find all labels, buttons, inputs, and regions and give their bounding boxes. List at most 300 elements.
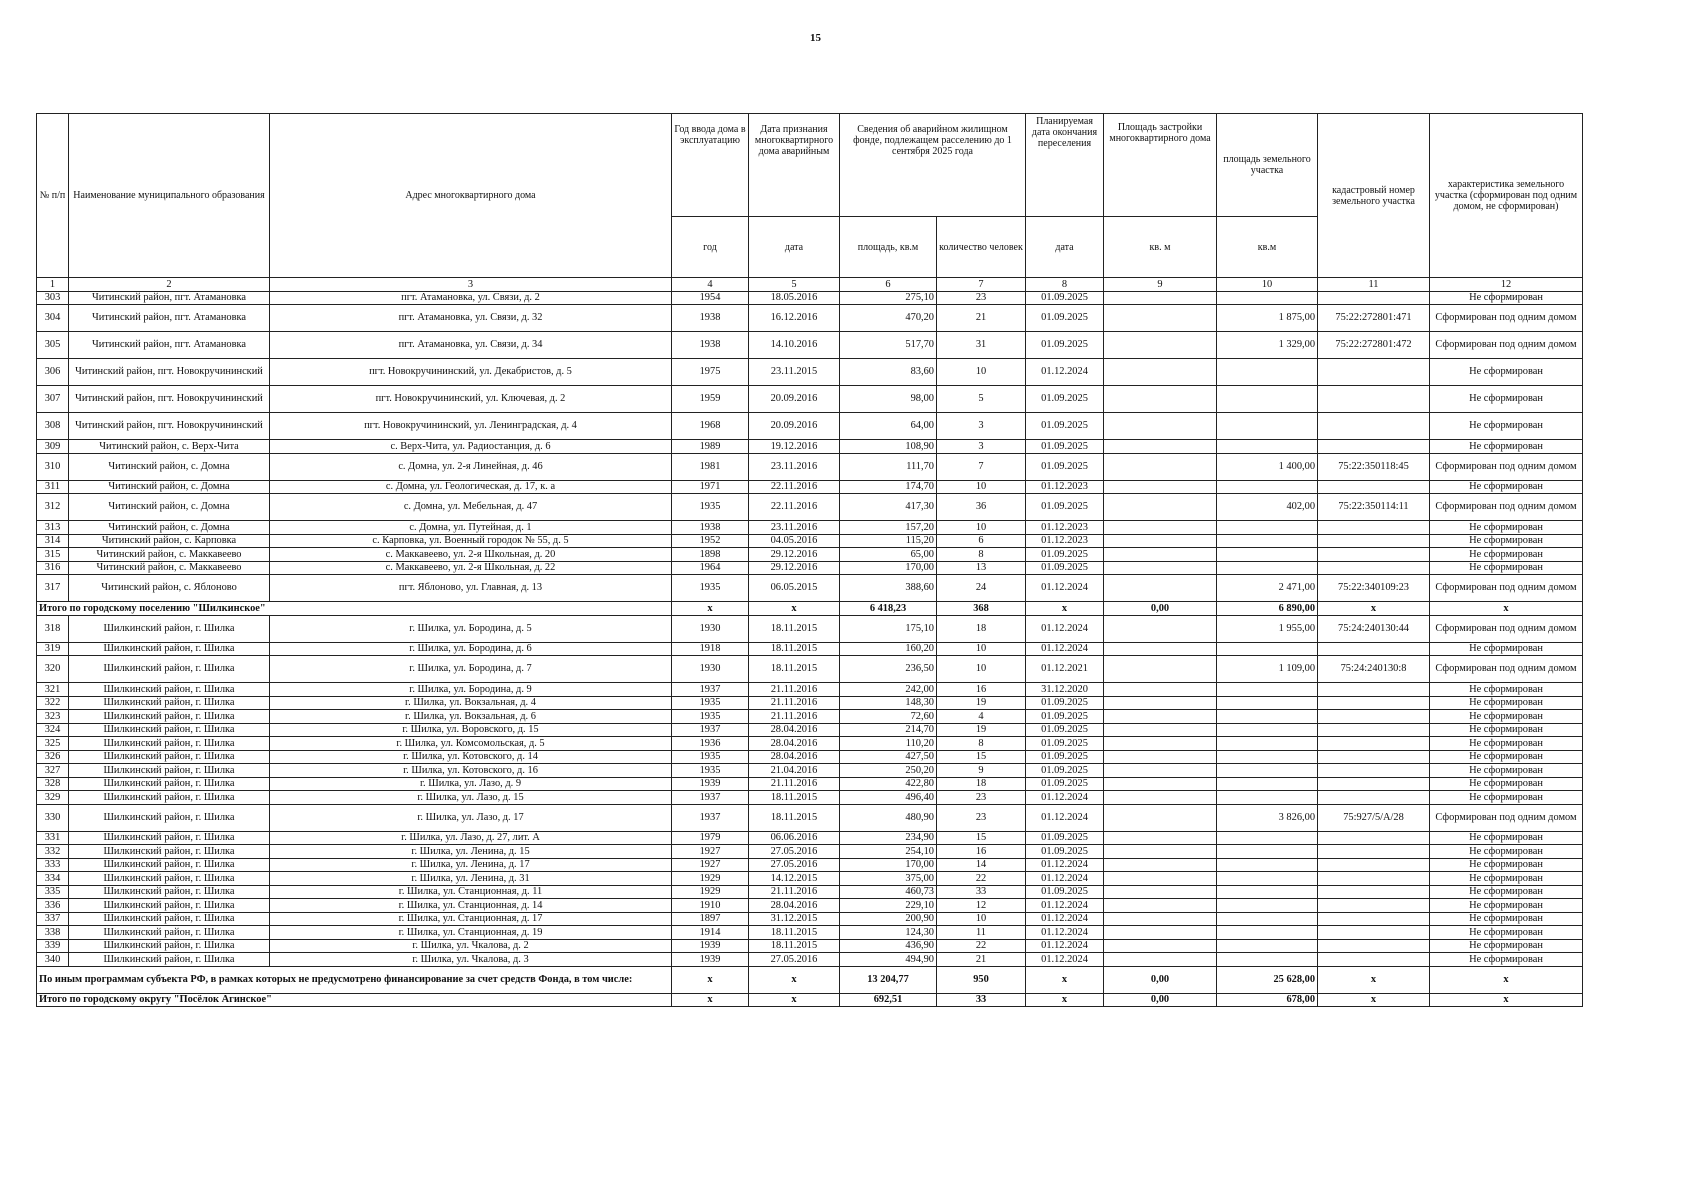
subtotal-value: х: [749, 993, 840, 1007]
col-index: 3: [270, 278, 672, 292]
row-people: 16: [937, 845, 1026, 859]
row-land-char: Не сформирован: [1430, 737, 1583, 751]
row-number: 313: [37, 521, 69, 535]
row-building-area: [1104, 723, 1217, 737]
row-date-recognized: 27.05.2016: [749, 845, 840, 859]
row-year: 1935: [672, 494, 749, 521]
row-planned-end: 01.09.2025: [1026, 831, 1104, 845]
row-land-area: [1217, 413, 1318, 440]
table-row: [37, 831, 1583, 845]
row-municipality: Шилкинский район, г. Шилка: [69, 764, 270, 778]
row-building-area: [1104, 642, 1217, 656]
header-unit-area: площадь, кв.м: [840, 217, 937, 278]
row-land-char: Сформирован под одним домом: [1430, 453, 1583, 480]
row-date-recognized: 23.11.2016: [749, 521, 840, 535]
row-number: 326: [37, 750, 69, 764]
row-municipality: Шилкинский район, г. Шилка: [69, 723, 270, 737]
row-area: 65,00: [840, 548, 937, 562]
row-municipality: Читинский район, пгт. Атамановка: [69, 305, 270, 332]
row-municipality: Читинский район, пгт. Новокручининский: [69, 413, 270, 440]
subtotal-value: х: [1318, 602, 1430, 616]
row-area: 124,30: [840, 926, 937, 940]
row-date-recognized: 19.12.2016: [749, 440, 840, 454]
table-row: [37, 926, 1583, 940]
row-number: 327: [37, 764, 69, 778]
subtotal-value: 13 204,77: [840, 966, 937, 993]
row-land-area: [1217, 642, 1318, 656]
row-municipality: Читинский район, с. Карповка: [69, 534, 270, 548]
row-building-area: [1104, 804, 1217, 831]
row-number: 337: [37, 912, 69, 926]
row-people: 4: [937, 710, 1026, 724]
row-land-area: [1217, 872, 1318, 886]
row-year: 1975: [672, 359, 749, 386]
row-land-area: [1217, 710, 1318, 724]
row-municipality: Шилкинский район, г. Шилка: [69, 656, 270, 683]
subtotal-value: 678,00: [1217, 993, 1318, 1007]
row-number: 331: [37, 831, 69, 845]
row-number: 335: [37, 885, 69, 899]
row-address: с. Маккавеево, ул. 2-я Школьная, д. 20: [270, 548, 672, 562]
row-people: 21: [937, 305, 1026, 332]
row-area: 375,00: [840, 872, 937, 886]
row-land-char: Сформирован под одним домом: [1430, 615, 1583, 642]
row-area: 170,00: [840, 858, 937, 872]
row-land-char: Сформирован под одним домом: [1430, 305, 1583, 332]
row-building-area: [1104, 480, 1217, 494]
table-row: [37, 750, 1583, 764]
row-year: 1938: [672, 332, 749, 359]
row-people: 36: [937, 494, 1026, 521]
row-building-area: [1104, 561, 1217, 575]
table-row: [37, 480, 1583, 494]
row-building-area: [1104, 521, 1217, 535]
row-date-recognized: 28.04.2016: [749, 723, 840, 737]
row-land-char: Не сформирован: [1430, 642, 1583, 656]
row-land-area: 1 955,00: [1217, 615, 1318, 642]
row-number: 305: [37, 332, 69, 359]
row-cadastral: [1318, 764, 1430, 778]
row-building-area: [1104, 453, 1217, 480]
row-municipality: Читинский район, с. Маккавеево: [69, 561, 270, 575]
row-planned-end: 01.12.2023: [1026, 480, 1104, 494]
row-land-char: Не сформирован: [1430, 926, 1583, 940]
row-land-char: Не сформирован: [1430, 723, 1583, 737]
row-address: с. Верх-Чита, ул. Радиостанция, д. 6: [270, 440, 672, 454]
row-year: 1897: [672, 912, 749, 926]
row-municipality: Читинский район, пгт. Новокручининский: [69, 386, 270, 413]
row-building-area: [1104, 939, 1217, 953]
row-planned-end: 01.12.2024: [1026, 575, 1104, 602]
row-people: 3: [937, 440, 1026, 454]
row-people: 10: [937, 642, 1026, 656]
row-municipality: Шилкинский район, г. Шилка: [69, 926, 270, 940]
row-area: 157,20: [840, 521, 937, 535]
row-building-area: [1104, 858, 1217, 872]
row-building-area: [1104, 548, 1217, 562]
row-date-recognized: 23.11.2016: [749, 453, 840, 480]
row-area: 72,60: [840, 710, 937, 724]
row-area: 436,90: [840, 939, 937, 953]
subtotal-value: х: [1026, 993, 1104, 1007]
row-people: 6: [937, 534, 1026, 548]
header-address: Адрес многоквартирного дома: [270, 114, 672, 278]
row-municipality: Шилкинский район, г. Шилка: [69, 683, 270, 697]
row-people: 24: [937, 575, 1026, 602]
row-address: пгт. Новокручининский, ул. Декабристов, д. 5: [270, 359, 672, 386]
header-unit-date2: дата: [1026, 217, 1104, 278]
row-land-char: Не сформирован: [1430, 534, 1583, 548]
row-year: 1959: [672, 386, 749, 413]
row-year: 1927: [672, 858, 749, 872]
row-municipality: Читинский район, с. Домна: [69, 453, 270, 480]
row-land-area: [1217, 912, 1318, 926]
row-building-area: [1104, 750, 1217, 764]
row-land-char: Не сформирован: [1430, 872, 1583, 886]
row-land-area: [1217, 899, 1318, 913]
row-cadastral: [1318, 359, 1430, 386]
row-date-recognized: 31.12.2015: [749, 912, 840, 926]
row-cadastral: [1318, 953, 1430, 967]
row-date-recognized: 18.11.2015: [749, 642, 840, 656]
row-land-area: [1217, 359, 1318, 386]
row-land-area: 1 109,00: [1217, 656, 1318, 683]
row-land-area: [1217, 939, 1318, 953]
row-area: 427,50: [840, 750, 937, 764]
row-year: 1938: [672, 305, 749, 332]
table-row: [37, 899, 1583, 913]
table-row: [37, 359, 1583, 386]
subtotal-value: х: [1318, 993, 1430, 1007]
row-number: 339: [37, 939, 69, 953]
row-people: 10: [937, 912, 1026, 926]
row-area: 170,00: [840, 561, 937, 575]
row-land-char: Не сформирован: [1430, 561, 1583, 575]
row-land-char: Не сформирован: [1430, 413, 1583, 440]
table-row: [37, 804, 1583, 831]
row-cadastral: [1318, 710, 1430, 724]
row-date-recognized: 23.11.2015: [749, 359, 840, 386]
row-address: г. Шилка, ул. Ленина, д. 17: [270, 858, 672, 872]
row-land-area: [1217, 953, 1318, 967]
row-area: 64,00: [840, 413, 937, 440]
row-cadastral: [1318, 939, 1430, 953]
col-index: 9: [1104, 278, 1217, 292]
header-unit-sqm: кв. м: [1104, 217, 1217, 278]
row-cadastral: 75:22:350118:45: [1318, 453, 1430, 480]
row-number: 323: [37, 710, 69, 724]
row-number: 314: [37, 534, 69, 548]
row-address: г. Шилка, ул. Чкалова, д. 3: [270, 953, 672, 967]
row-building-area: [1104, 359, 1217, 386]
row-planned-end: 01.12.2023: [1026, 534, 1104, 548]
row-planned-end: 01.09.2025: [1026, 737, 1104, 751]
row-cadastral: [1318, 291, 1430, 305]
row-year: 1935: [672, 696, 749, 710]
row-municipality: Читинский район, с. Маккавеево: [69, 548, 270, 562]
row-year: 1954: [672, 291, 749, 305]
row-land-area: [1217, 845, 1318, 859]
row-date-recognized: 18.11.2015: [749, 791, 840, 805]
row-people: 8: [937, 548, 1026, 562]
subtotal-value: 0,00: [1104, 993, 1217, 1007]
row-municipality: Шилкинский район, г. Шилка: [69, 615, 270, 642]
row-year: 1935: [672, 575, 749, 602]
subtotal-value: х: [672, 993, 749, 1007]
subtotal-row: [37, 602, 1583, 616]
row-planned-end: 01.09.2025: [1026, 386, 1104, 413]
row-date-recognized: 18.11.2015: [749, 804, 840, 831]
row-area: 174,70: [840, 480, 937, 494]
subtotal-value: х: [1430, 993, 1583, 1007]
col-index: 10: [1217, 278, 1318, 292]
row-land-char: Сформирован под одним домом: [1430, 656, 1583, 683]
row-date-recognized: 04.05.2016: [749, 534, 840, 548]
row-address: г. Шилка, ул. Лазо, д. 15: [270, 791, 672, 805]
row-building-area: [1104, 386, 1217, 413]
row-number: 333: [37, 858, 69, 872]
row-planned-end: 01.09.2025: [1026, 750, 1104, 764]
table-row: [37, 534, 1583, 548]
row-address: г. Шилка, ул. Лазо, д. 9: [270, 777, 672, 791]
row-year: 1938: [672, 521, 749, 535]
header-planned-end: Планируемая дата окончания переселения: [1026, 114, 1104, 217]
subtotal-label: По иным программам субъекта РФ, в рамках которых не предусмотрено финансирование за счет средств Фонда, в том числе:: [37, 966, 672, 993]
row-year: 1971: [672, 480, 749, 494]
row-date-recognized: 18.11.2015: [749, 656, 840, 683]
row-area: 480,90: [840, 804, 937, 831]
row-building-area: [1104, 683, 1217, 697]
row-land-char: Сформирован под одним домом: [1430, 332, 1583, 359]
row-date-recognized: 21.11.2016: [749, 683, 840, 697]
table-row: [37, 939, 1583, 953]
row-number: 312: [37, 494, 69, 521]
row-date-recognized: 28.04.2016: [749, 750, 840, 764]
row-year: 1937: [672, 791, 749, 805]
row-municipality: Шилкинский район, г. Шилка: [69, 750, 270, 764]
header-unit-date: дата: [749, 217, 840, 278]
row-planned-end: 01.12.2024: [1026, 953, 1104, 967]
row-cadastral: [1318, 737, 1430, 751]
row-number: 317: [37, 575, 69, 602]
table-row: [37, 845, 1583, 859]
row-year: 1918: [672, 642, 749, 656]
subtotal-label: Итого по городскому поселению "Шилкинское": [37, 602, 672, 616]
row-year: 1981: [672, 453, 749, 480]
row-planned-end: 01.12.2024: [1026, 359, 1104, 386]
row-land-char: Не сформирован: [1430, 710, 1583, 724]
table-row: [37, 737, 1583, 751]
row-building-area: [1104, 696, 1217, 710]
row-number: 315: [37, 548, 69, 562]
row-area: 470,20: [840, 305, 937, 332]
row-number: 303: [37, 291, 69, 305]
table-body: [37, 278, 1583, 1007]
row-address: г. Шилка, ул. Вокзальная, д. 4: [270, 696, 672, 710]
row-people: 10: [937, 359, 1026, 386]
row-number: 328: [37, 777, 69, 791]
row-date-recognized: 21.11.2016: [749, 710, 840, 724]
row-number: 332: [37, 845, 69, 859]
row-area: 175,10: [840, 615, 937, 642]
row-number: 307: [37, 386, 69, 413]
row-building-area: [1104, 737, 1217, 751]
row-area: 236,50: [840, 656, 937, 683]
row-land-area: [1217, 831, 1318, 845]
row-land-area: [1217, 696, 1318, 710]
row-planned-end: 01.12.2024: [1026, 926, 1104, 940]
row-land-char: Не сформирован: [1430, 912, 1583, 926]
row-date-recognized: 27.05.2016: [749, 858, 840, 872]
row-land-char: Сформирован под одним домом: [1430, 575, 1583, 602]
row-cadastral: [1318, 885, 1430, 899]
row-area: 388,60: [840, 575, 937, 602]
row-planned-end: 01.09.2025: [1026, 561, 1104, 575]
row-cadastral: [1318, 845, 1430, 859]
row-date-recognized: 21.04.2016: [749, 764, 840, 778]
row-land-char: Не сформирован: [1430, 359, 1583, 386]
row-planned-end: 01.09.2025: [1026, 413, 1104, 440]
subtotal-value: х: [1026, 602, 1104, 616]
page-number: 15: [810, 32, 821, 44]
row-land-area: [1217, 386, 1318, 413]
row-people: 9: [937, 764, 1026, 778]
table-row: [37, 912, 1583, 926]
row-land-char: Не сформирован: [1430, 440, 1583, 454]
row-people: 22: [937, 872, 1026, 886]
row-land-char: Не сформирован: [1430, 791, 1583, 805]
row-land-area: [1217, 926, 1318, 940]
row-year: 1937: [672, 804, 749, 831]
row-planned-end: 01.12.2024: [1026, 872, 1104, 886]
table-row: [37, 305, 1583, 332]
row-municipality: Шилкинский район, г. Шилка: [69, 885, 270, 899]
row-area: 460,73: [840, 885, 937, 899]
subtotal-value: х: [749, 966, 840, 993]
row-land-char: Не сформирован: [1430, 386, 1583, 413]
subtotal-value: х: [1430, 602, 1583, 616]
row-planned-end: 01.09.2025: [1026, 332, 1104, 359]
subtotal-value: х: [1318, 966, 1430, 993]
row-date-recognized: 20.09.2016: [749, 386, 840, 413]
row-cadastral: [1318, 750, 1430, 764]
row-cadastral: 75:22:350114:11: [1318, 494, 1430, 521]
row-address: г. Шилка, ул. Лазо, д. 27, лит. А: [270, 831, 672, 845]
row-address: с. Домна, ул. Мебельная, д. 47: [270, 494, 672, 521]
row-number: 330: [37, 804, 69, 831]
row-year: 1927: [672, 845, 749, 859]
row-address: г. Шилка, ул. Лазо, д. 17: [270, 804, 672, 831]
row-area: 417,30: [840, 494, 937, 521]
row-planned-end: 01.09.2025: [1026, 845, 1104, 859]
row-building-area: [1104, 885, 1217, 899]
row-planned-end: 01.12.2024: [1026, 899, 1104, 913]
row-building-area: [1104, 926, 1217, 940]
row-date-recognized: 22.11.2016: [749, 480, 840, 494]
row-cadastral: [1318, 858, 1430, 872]
header-num: № п/п: [37, 114, 69, 278]
row-cadastral: [1318, 683, 1430, 697]
row-number: 338: [37, 926, 69, 940]
row-municipality: Шилкинский район, г. Шилка: [69, 791, 270, 805]
row-cadastral: [1318, 561, 1430, 575]
row-municipality: Шилкинский район, г. Шилка: [69, 696, 270, 710]
row-cadastral: [1318, 926, 1430, 940]
row-land-area: [1217, 561, 1318, 575]
table-row: [37, 872, 1583, 886]
row-municipality: Шилкинский район, г. Шилка: [69, 899, 270, 913]
subtotal-value: 950: [937, 966, 1026, 993]
row-people: 33: [937, 885, 1026, 899]
row-people: 10: [937, 656, 1026, 683]
subtotal-value: х: [1430, 966, 1583, 993]
row-cadastral: 75:927/5/А/28: [1318, 804, 1430, 831]
row-land-char: Сформирован под одним домом: [1430, 494, 1583, 521]
row-year: 1929: [672, 872, 749, 886]
row-building-area: [1104, 710, 1217, 724]
row-date-recognized: 18.11.2015: [749, 615, 840, 642]
row-people: 14: [937, 858, 1026, 872]
row-land-char: Не сформирован: [1430, 521, 1583, 535]
table-row: [37, 548, 1583, 562]
row-land-char: Не сформирован: [1430, 939, 1583, 953]
row-address: г. Шилка, ул. Бородина, д. 7: [270, 656, 672, 683]
row-number: 319: [37, 642, 69, 656]
row-year: 1930: [672, 615, 749, 642]
row-planned-end: 01.12.2024: [1026, 858, 1104, 872]
row-cadastral: [1318, 440, 1430, 454]
row-planned-end: 01.12.2024: [1026, 804, 1104, 831]
row-number: 329: [37, 791, 69, 805]
table-row: [37, 791, 1583, 805]
row-land-area: [1217, 858, 1318, 872]
row-date-recognized: 18.11.2015: [749, 926, 840, 940]
row-area: 494,90: [840, 953, 937, 967]
table-row: [37, 858, 1583, 872]
row-number: 320: [37, 656, 69, 683]
row-municipality: Шилкинский район, г. Шилка: [69, 858, 270, 872]
col-index: 12: [1430, 278, 1583, 292]
row-address: с. Карповка, ул. Военный городок № 55, д. 5: [270, 534, 672, 548]
subtotal-value: 0,00: [1104, 966, 1217, 993]
row-municipality: Шилкинский район, г. Шилка: [69, 804, 270, 831]
row-building-area: [1104, 656, 1217, 683]
row-number: 334: [37, 872, 69, 886]
row-building-area: [1104, 440, 1217, 454]
row-people: 18: [937, 615, 1026, 642]
col-index: 2: [69, 278, 270, 292]
row-land-area: [1217, 521, 1318, 535]
subtotal-value: 33: [937, 993, 1026, 1007]
header-unit-year: год: [672, 217, 749, 278]
row-land-char: Не сформирован: [1430, 899, 1583, 913]
row-area: 108,90: [840, 440, 937, 454]
row-cadastral: [1318, 723, 1430, 737]
subtotal-row: [37, 966, 1583, 993]
row-people: 12: [937, 899, 1026, 913]
table-row: [37, 494, 1583, 521]
row-address: с. Домна, ул. Геологическая, д. 17, к. а: [270, 480, 672, 494]
row-planned-end: 01.12.2024: [1026, 939, 1104, 953]
table-row: [37, 764, 1583, 778]
row-address: пгт. Атамановка, ул. Связи, д. 34: [270, 332, 672, 359]
row-date-recognized: 18.11.2015: [749, 939, 840, 953]
row-land-area: 2 471,00: [1217, 575, 1318, 602]
col-index: 4: [672, 278, 749, 292]
row-year: 1936: [672, 737, 749, 751]
row-address: г. Шилка, ул. Котовского, д. 16: [270, 764, 672, 778]
subtotal-value: 0,00: [1104, 602, 1217, 616]
